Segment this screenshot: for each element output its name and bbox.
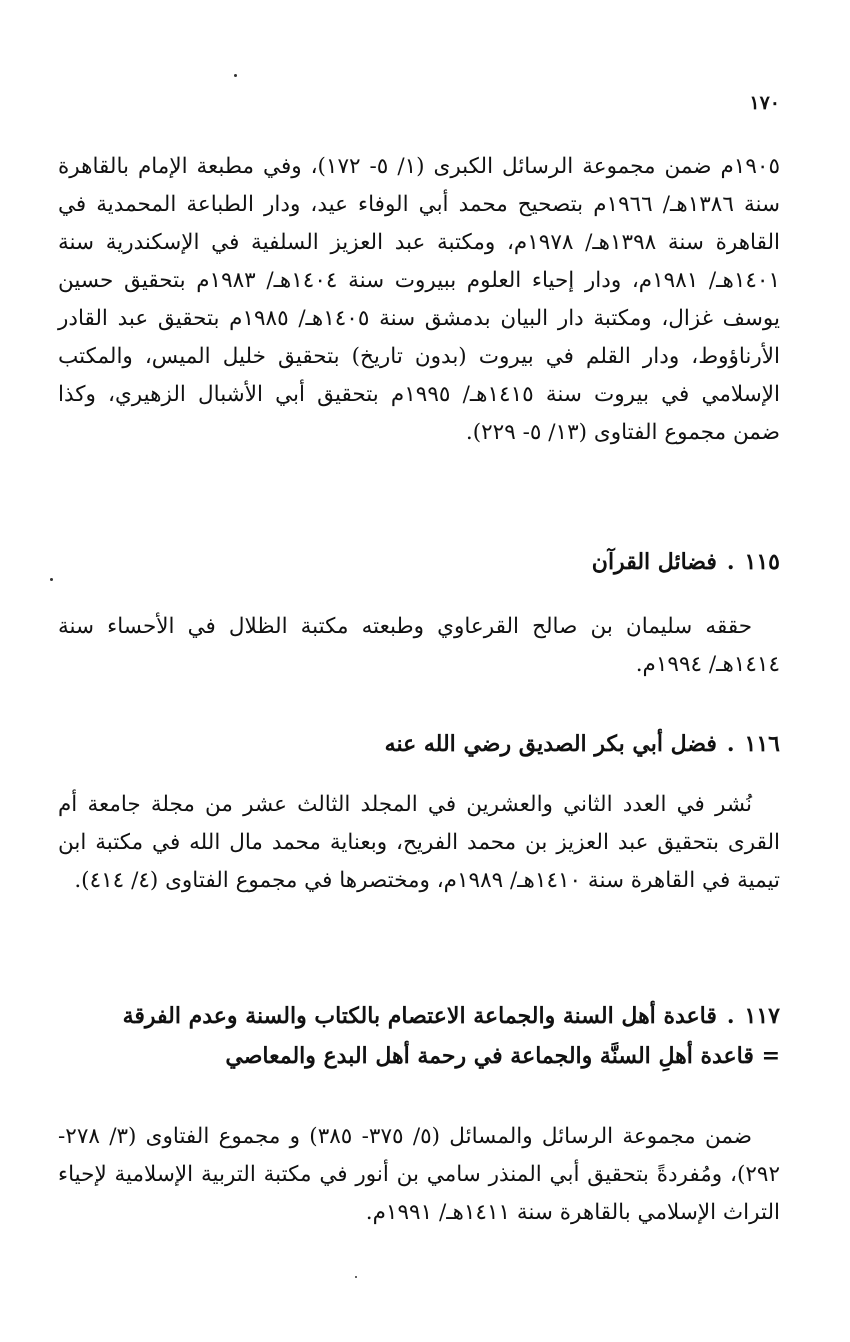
entry-separator: . [726, 731, 735, 757]
scan-speck [234, 74, 237, 77]
entry-number: ١١٥ [744, 549, 780, 575]
entry-title: قاعدة أهل السنة والجماعة الاعتصام بالكتاب والسنة وعدم الفرقة [122, 1003, 717, 1029]
entry-number: ١١٧ [744, 1003, 780, 1029]
paragraph-entry-117 [58, 1118, 780, 1232]
page-number: ١٧٠ [749, 92, 780, 114]
entry-heading-116 [58, 724, 780, 764]
entry-title: فضائل القرآن [591, 549, 717, 575]
paragraph-entry-115 [58, 608, 780, 684]
entry-title: فضل أبي بكر الصديق رضي الله عنه [384, 731, 717, 757]
paragraph-text: حققه سليمان بن صالح القرعاوي وطبعته مكتبة الظلال في الأحساء سنة ١٤١٤هـ/ ١٩٩٤م. [58, 614, 780, 677]
entry-separator: . [726, 1003, 735, 1029]
paragraph-editions-continued [58, 148, 780, 452]
scan-speck [50, 578, 53, 581]
paragraph-entry-116 [58, 786, 780, 900]
entry-heading-115 [58, 542, 780, 582]
paragraph-text: نُشر في العدد الثاني والعشرين في المجلد الثالث عشر من مجلة جامعة أم القرى بتحقيق عبد العزيز بن محمد الفريح، وبعناية محمد مال الله في مكتبة ابن تيمية في القاهرة سنة ١٤١٠هـ/ ١٩٨٩م، ومختصرها في مجموع الفتاوى (٤/ ٤١٤). [58, 792, 780, 893]
entry-heading-117 [58, 996, 780, 1076]
entry-separator: . [726, 549, 735, 575]
entry-number: ١١٦ [744, 731, 780, 757]
paragraph-text: ضمن مجموعة الرسائل والمسائل (٥/ ٣٧٥- ٣٨٥) و مجموع الفتاوى (٣/ ٢٧٨- ٢٩٢)، ومُفردةً بتحقيق أبي المنذر سامي بن أنور في مكتبة التربية الإسلامية لإحياء التراث الإسلامي بالقاهرة سنة ١٤١١هـ/ ١٩٩١م. [58, 1124, 780, 1225]
paragraph-text: ١٩٠٥م ضمن مجموعة الرسائل الكبرى (١/ ٥- ١٧٢)، وفي مطبعة الإمام بالقاهرة سنة ١٣٨٦هـ/ ١٩٦٦م بتصحيح محمد أبي الوفاء عيد، ودار الطباعة المحمدية في القاهرة سنة ١٣٩٨هـ/ ١٩٧٨م، ومكتبة عبد العزيز السلفية في الإسكندرية سنة ١٤٠١هـ/ ١٩٨١م، ودار إحياء العلوم ببيروت سنة ١٤٠٤هـ/ ١٩٨٣م بتحقيق حسين يوسف غزال، ومكتبة دار البيان بدمشق سنة ١٤٠٥هـ/ ١٩٨٥م بتحقيق عبد القادر الأرناؤوط، ودار القلم في بيروت (بدون تاريخ) بتحقيق خليل الميس، والمكتب الإسلامي في بيروت سنة ١٤١٥هـ/ ١٩٩٥م بتحقيق أبي الأشبال الزهيري، وكذا ضمن مجموع الفتاوى (١٣/ ٥- ٢٢٩). [58, 154, 781, 445]
entry-title-line-2: = قاعدة أهلِ السنَّة والجماعة في رحمة أهل البدع والمعاصي [225, 1043, 780, 1069]
scan-speck [355, 1276, 357, 1278]
